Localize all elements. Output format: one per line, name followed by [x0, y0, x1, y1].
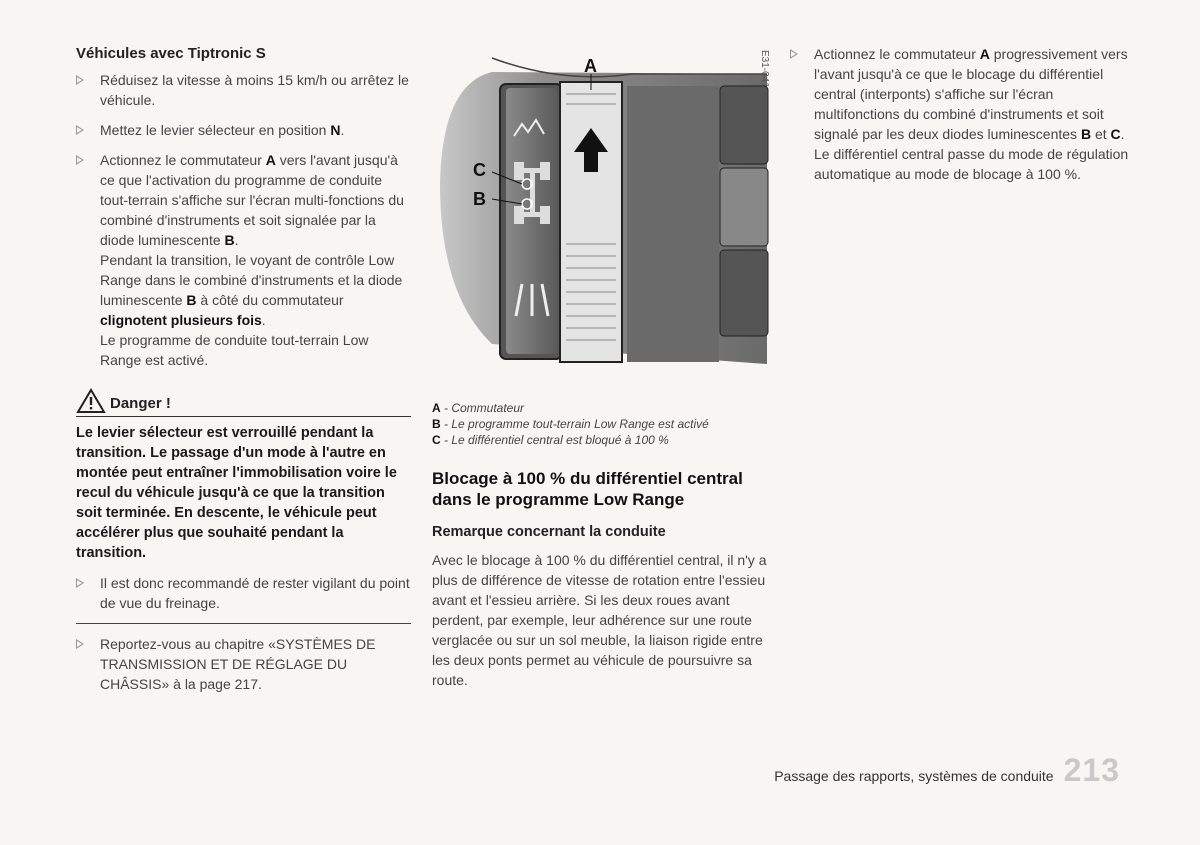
- section-heading-tiptronic: Véhicules avec Tiptronic S: [76, 45, 266, 62]
- step-brake-advice: Il est donc recommandé de rester vigilant du point de vue du freinage.: [76, 573, 411, 613]
- step-reduce-speed: Réduisez la vitesse à moins 15 km/h ou arrêtez le véhicule.: [76, 70, 411, 110]
- bullet-arrow-icon: [76, 125, 84, 135]
- bullet-arrow-icon: [76, 155, 84, 165]
- switch-illustration-svg: [432, 44, 772, 364]
- step-lock-differential: Actionnez le commutateur A progressivement vers l'avant jusqu'à ce que le blocage du différentiel central (interponts) s'affiche sur l'écran multifonctions du combiné d'instruments et soit signalé par les deux diodes luminescentes B et C. Le différentiel central passe du mode de régulation automatique au mode de blocage à 100 %.: [790, 44, 1135, 184]
- left-column: [76, 44, 411, 704]
- page-footer: [774, 752, 1120, 789]
- bullet-arrow-icon: [790, 49, 798, 59]
- switch-illustration: [432, 44, 772, 364]
- caption-a: A - Commutateur: [432, 401, 525, 415]
- warning-triangle-icon: [76, 388, 106, 414]
- figure-label-b: B: [473, 189, 486, 209]
- section-title-blocage: Blocage à 100 % du différentiel central dans le programme Low Range: [432, 469, 743, 509]
- figure-code: E31-041: [759, 50, 770, 88]
- body-paragraph: Avec le blocage à 100 % du différentiel central, il n'y a plus de différence de vitesse de rotation entre l'essieu avant et l'essieu arrière. Si les deux roues avant perdent, par exemple, leur adhérence sur une route verglacée ou sur un sol meuble, la liaison rigide entre les deux ponts permet au véhicule de poursuivre sa route.: [432, 552, 767, 688]
- caption-c: C - Le différentiel central est bloqué à 100 %: [432, 433, 669, 447]
- footer-chapter-title: Passage des rapports, systèmes de conduite: [774, 768, 1054, 784]
- bullet-arrow-icon: [76, 578, 84, 588]
- right-column: [790, 44, 1135, 194]
- bullet-arrow-icon: [76, 75, 84, 85]
- danger-text: Le levier sélecteur est verrouillé pendant la transition. Le passage d'un mode à l'autre en montée peut entraîner l'immobilisation voire le recul du véhicule jusqu'à ce que la transition soit terminée. En descente, le véhicule peut accélérer plus que souhaité pendant la transition.: [76, 425, 397, 561]
- figure-label-c: C: [473, 160, 486, 180]
- danger-header: [76, 388, 411, 417]
- middle-column: [432, 400, 772, 690]
- sub-title-remarque: Remarque concernant la conduite: [432, 524, 666, 540]
- figure-label-a: A: [584, 56, 597, 76]
- step-activate-switch: Actionnez le commutateur A vers l'avant jusqu'à ce que l'activation du programme de conduite tout-terrain s'affiche sur l'écran multi-fonctions du combiné d'instruments et soit signalée par la diode luminescente B. Pendant la transition, le voyant de contrôle Low Range dans le combiné d'instruments et la diode luminescente B à côté du commutateur clignotent plusieurs fois. Le programme de conduite tout-terrain Low Range est activé.: [76, 150, 411, 370]
- divider: [76, 623, 411, 624]
- step-selector-n: Mettez le levier sélecteur en position N.: [76, 120, 411, 140]
- danger-title: Danger !: [110, 395, 171, 412]
- bullet-arrow-icon: [76, 639, 84, 649]
- page-number: 213: [1063, 752, 1120, 788]
- caption-b: B - Le programme tout-terrain Low Range est activé: [432, 417, 709, 431]
- figure-captions: [432, 400, 772, 448]
- step-chapter-reference: Reportez-vous au chapitre «SYSTÈMES DE TRANSMISSION ET DE RÉGLAGE DU CHÂSSIS» à la page 217.: [76, 634, 411, 694]
